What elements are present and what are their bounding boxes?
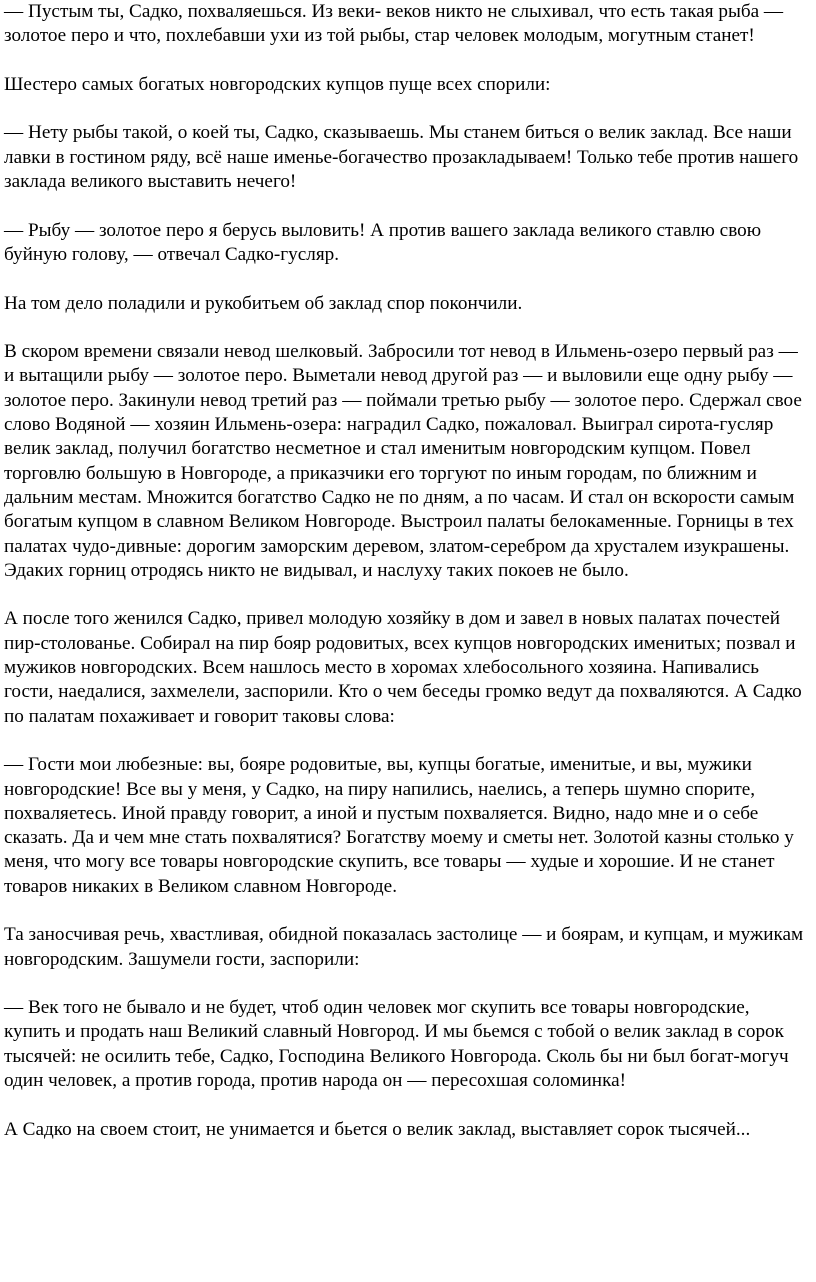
paragraph: — Рыбу — золотое перо я берусь выловить! А против вашего заклада великого ставлю свою буйную голову, — отвечал Садко-гусляр.: [4, 219, 762, 265]
paragraph: В скором времени связали невод шелковый. Забросили тот невод в Ильмень-озеро первый раз — и вытащили рыбу — золотое перо. Выметали невод другой раз — и выловили еще одну рыбу — золотое перо. Закинули невод третий раз — поймали третью рыбу — золотое перо. Сдержал свое слово Водяной — хозяин Ильмень-озера: наградил Садко, пожаловал. Выиграл сирота-гусляр велик заклад, получил богатство несметное и стал именитым новгородским купцом. Повел торговлю большую в Новгороде, а приказчики его торгуют по иным городам, по ближним и дальним местам. Множится богатство Садко не по дням, а по часам. И стал он вскорости самым богатым купцом в славном Великом Новгороде. Выстроил палаты белокаменные. Горницы в тех палатах чудо-дивные: дорогим заморским деревом, златом-серебром да хрусталем изукрашены. Эдаких горниц отродясь никто не видывал, и наслуху таких покоев не было.: [4, 341, 802, 581]
paragraph: Та заносчивая речь, хвастливая, обидной показалась застолице — и боярам, и купцам, и мужикам новгородским. Зашумели гости, заспорили:: [4, 924, 804, 970]
paragraph: — Нету рыбы такой, о коей ты, Садко, сказываешь. Мы станем биться о велик заклад. Все наши лавки в гостином ряду, всё наше именье-богачество прозакладываем! Только тебе против нашего заклада великого выставить нечего!: [4, 122, 799, 193]
paragraph: — Пустым ты, Садко, похваляешься. Из веки- веков никто не слыхивал, что есть такая рыба — золотое перо и что, похлебавши ухи из той рыбы, стар человек молодым, могутным станет!: [4, 1, 784, 47]
paragraph: А после того женился Садко, привел молодую хозяйку в дом и завел в новых палатах почестей пир-столованье. Собирал на пир бояр родовитых, всех купцов новгородских именитых; позвал и мужиков новгородских. Всем нашлось место в хоромах хлебосольного хозяина. Напивались гости, наедалися, захмелели, заспорили. Кто о чем беседы громко ведут да похваляются. А Садко по палатам похаживает и говорит таковы слова:: [4, 608, 802, 727]
paragraph: — Век того не бывало и не будет, чтоб один человек мог скупить все товары новгородские, купить и продать наш Великий славный Новгород. И мы бьемся с тобой о велик заклад в сорок тысячей: не осилить тебе, Садко, Господина Великого Новгорода. Сколь бы ни был богат-могуч один человек, а против города, против народа он — пересохшая соломинка!: [4, 997, 789, 1092]
paragraph: А Садко на своем стоит, не унимается и бьется о велик заклад, выставляет сорок тысячей...: [4, 1118, 751, 1140]
paragraph: — Гости мои любезные: вы, бояре родовитые, вы, купцы богатые, именитые, и вы, мужики новгородские! Все вы у меня, у Садко, на пиру напились, наелись, а теперь шумно спорите, похваляетесь. Иной правду говорит, а иной и пустым похваляется. Видно, надо мне и о себе сказать. Да и чем мне стать похвалятися? Богатству моему и сметы нет. Золотой казны столько у меня, что могу все товары новгородские скупить, все товары — худые и хорошие. И не станет товаров никаких в Великом славном Новгороде.: [4, 754, 794, 897]
paragraph: На том дело поладили и рукобитьем об заклад спор покончили.: [4, 292, 523, 314]
paragraph: Шестеро самых богатых новгородских купцов пуще всех спорили:: [4, 73, 551, 95]
